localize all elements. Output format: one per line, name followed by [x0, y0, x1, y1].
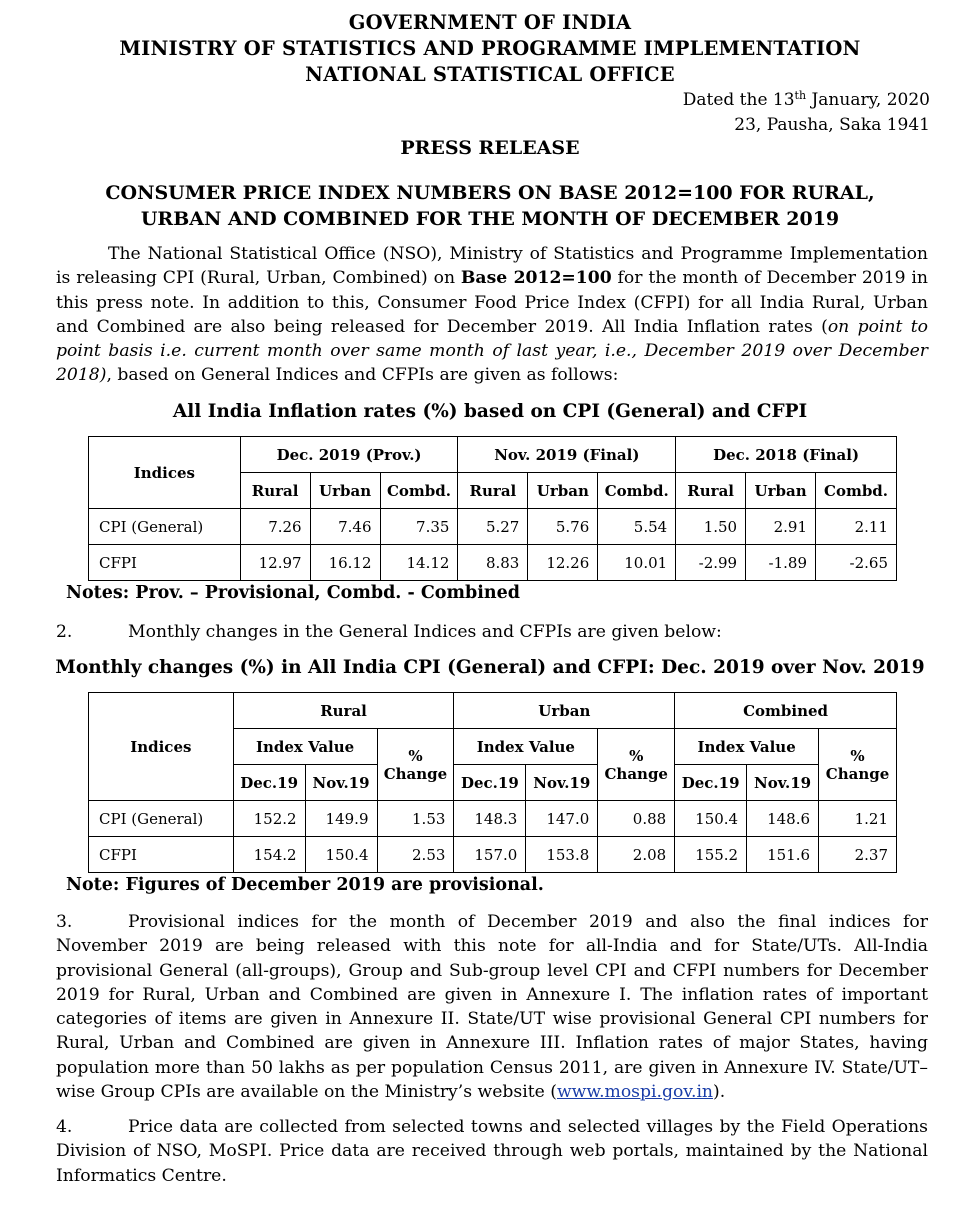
table-cell: 5.54	[598, 509, 676, 545]
table-row	[89, 801, 897, 837]
pct-change-header: % Change	[819, 729, 897, 801]
table2-group-header: Rural	[233, 693, 454, 729]
table-cell: 5.27	[458, 509, 528, 545]
table-cell: 7.35	[380, 509, 458, 545]
table1-subheader: Combd.	[598, 473, 676, 509]
table2-subheader: Nov.19	[747, 765, 819, 801]
paragraph-2: 2. Monthly changes in the General Indices and CFPIs are given below:	[56, 620, 928, 644]
table-cell: 2.91	[746, 509, 816, 545]
table-cell: 8.83	[458, 545, 528, 581]
row-label: CPI (General)	[89, 509, 241, 545]
table1-subheader: Rural	[676, 473, 746, 509]
table-cell: 2.37	[819, 837, 897, 873]
table2-title: Monthly changes (%) in All India CPI (General) and CFPI: Dec. 2019 over Nov. 2019	[55, 657, 925, 678]
document-title: CONSUMER PRICE INDEX NUMBERS ON BASE 2012=100 FOR RURAL, URBAN AND COMBINED FOR THE MONTH OF DECEMBER 2019	[105, 182, 875, 230]
table1-subheader: Rural	[240, 473, 310, 509]
index-value-header: Index Value	[675, 729, 819, 765]
date-ordinal: th	[794, 89, 807, 102]
table-cell: 0.88	[598, 801, 675, 837]
table-cell: 1.53	[377, 801, 454, 837]
table-cell: 10.01	[598, 545, 676, 581]
table-cell: 147.0	[526, 801, 598, 837]
table1-group-header: Nov. 2019 (Final)	[458, 437, 676, 473]
table2-subheader: Dec.19	[675, 765, 747, 801]
table-cell: 12.97	[240, 545, 310, 581]
table-cell: 152.2	[233, 801, 305, 837]
table-cell: 153.8	[526, 837, 598, 873]
table1-group-header-row	[89, 437, 897, 473]
press-release-heading: PRESS RELEASE	[400, 137, 580, 159]
table1-title: All India Inflation rates (%) based on CPI (General) and CFPI	[172, 401, 808, 422]
table2-subheader: Nov.19	[305, 765, 377, 801]
table2-subheader: Nov.19	[526, 765, 598, 801]
pct-change-header: % Change	[377, 729, 454, 801]
table-cell: 2.11	[816, 509, 897, 545]
paragraph-3: 3. Provisional indices for the month of December 2019 and also the final indices for November 2019 are being released with this note for all-India and for State/UTs. All-India provisional General (all-groups), Group and Sub-group level CPI and CFPI numbers for December 2019 for Rural, Urban and Combined are given in Annexure I. The inflation rates of important categories of items are given in Annexure II. State/UT wise provisional General CPI numbers for Rural, Urban and Combined are given in Annexure III. Inflation rates of major States, having population more than 50 lakhs as per population Census 2011, are given in Annexure IV. State/UT–wise Group CPIs are available on the Ministry’s website (www.mospi.gov.in).	[56, 912, 928, 1103]
table-cell: 151.6	[747, 837, 819, 873]
table2-note: Note: Figures of December 2019 are provisional.	[66, 875, 544, 895]
paragraph-number: 4.	[56, 1117, 73, 1137]
inflation-rates-table	[88, 436, 897, 581]
paragraph-4: 4. Price data are collected from selected towns and selected villages by the Field Operations Division of NSO, MoSPI. Price data are received through web portals, maintained by the National Informatics Centre.	[56, 1117, 928, 1186]
table-cell: -2.65	[816, 545, 897, 581]
table2-subheader: Dec.19	[233, 765, 305, 801]
table-cell: 1.21	[819, 801, 897, 837]
table-cell: 148.6	[747, 801, 819, 837]
table1-subheader: Urban	[746, 473, 816, 509]
header-line-government: GOVERNMENT OF INDIA	[348, 11, 632, 34]
header-line-ministry: MINISTRY OF STATISTICS AND PROGRAMME IMPLEMENTATION	[119, 37, 861, 60]
row-label: CFPI	[89, 837, 234, 873]
table-cell: 150.4	[305, 837, 377, 873]
table-row	[89, 509, 897, 545]
row-label: CPI (General)	[89, 801, 234, 837]
table-cell: 150.4	[675, 801, 747, 837]
inflation-basis-italic: on point to point basis i.e. current month over same month of last year, i.e., December 2019 over December 2018)	[56, 316, 928, 386]
table-cell: 7.26	[240, 509, 310, 545]
table2-group-header: Combined	[675, 693, 897, 729]
table-cell: 154.2	[233, 837, 305, 873]
table-cell: 1.50	[676, 509, 746, 545]
pct-change-header: % Change	[598, 729, 675, 801]
table2-group-header: Urban	[454, 693, 675, 729]
table1-subheader: Urban	[310, 473, 380, 509]
table-cell: -1.89	[746, 545, 816, 581]
table-cell: 14.12	[380, 545, 458, 581]
paragraph-number: 3.	[56, 912, 73, 932]
index-value-header: Index Value	[233, 729, 377, 765]
header-line-office: NATIONAL STATISTICAL OFFICE	[305, 63, 675, 86]
table-cell: -2.99	[676, 545, 746, 581]
table1-note: Notes: Prov. – Provisional, Combd. - Combined	[66, 583, 520, 603]
row-label: CFPI	[89, 545, 241, 581]
table-cell: 149.9	[305, 801, 377, 837]
paragraph-number: 2.	[56, 622, 73, 642]
table-cell: 16.12	[310, 545, 380, 581]
table-cell: 155.2	[675, 837, 747, 873]
table-row	[89, 545, 897, 581]
mospi-website-link[interactable]: www.mospi.gov.in	[556, 1082, 714, 1103]
table1-subheader: Urban	[528, 473, 598, 509]
letterhead	[0, 10, 980, 88]
table-cell: 2.53	[377, 837, 454, 873]
table1-subheader: Rural	[458, 473, 528, 509]
saka-date: 23, Pausha, Saka 1941	[734, 115, 930, 135]
table-cell: 12.26	[528, 545, 598, 581]
table-cell: 2.08	[598, 837, 675, 873]
date-line: Dated the 13th January, 2020	[682, 89, 930, 110]
table1-subheader: Combd.	[816, 473, 897, 509]
table-cell: 157.0	[454, 837, 526, 873]
table-cell: 5.76	[528, 509, 598, 545]
table-row	[89, 837, 897, 873]
table2-group-header-row	[89, 693, 897, 729]
monthly-changes-table	[88, 692, 897, 873]
table1-group-header: Dec. 2018 (Final)	[676, 437, 897, 473]
base-year-bold: Base 2012=100	[460, 268, 612, 289]
table-cell: 148.3	[454, 801, 526, 837]
table2-indices-header: Indices	[89, 693, 234, 801]
table-cell: 7.46	[310, 509, 380, 545]
table2-subheader: Dec.19	[454, 765, 526, 801]
table1-subheader: Combd.	[380, 473, 458, 509]
index-value-header: Index Value	[454, 729, 598, 765]
paragraph-1: The National Statistical Office (NSO), Ministry of Statistics and Programme Implementation is releasing CPI (Rural, Urban, Combined) on Base 2012=100 for the month of December 2019 in this press note. In addition to this, Consumer Food Price Index (CFPI) for all India Rural, Urban and Combined are also being released for December 2019. All India Inflation rates (on point to point basis i.e. current month over same month of last year, i.e., December 2019 over December 2018), based on General Indices and CFPIs are given as follows:	[56, 244, 929, 386]
table1-group-header: Dec. 2019 (Prov.)	[240, 437, 458, 473]
table1-indices-header: Indices	[89, 437, 241, 509]
